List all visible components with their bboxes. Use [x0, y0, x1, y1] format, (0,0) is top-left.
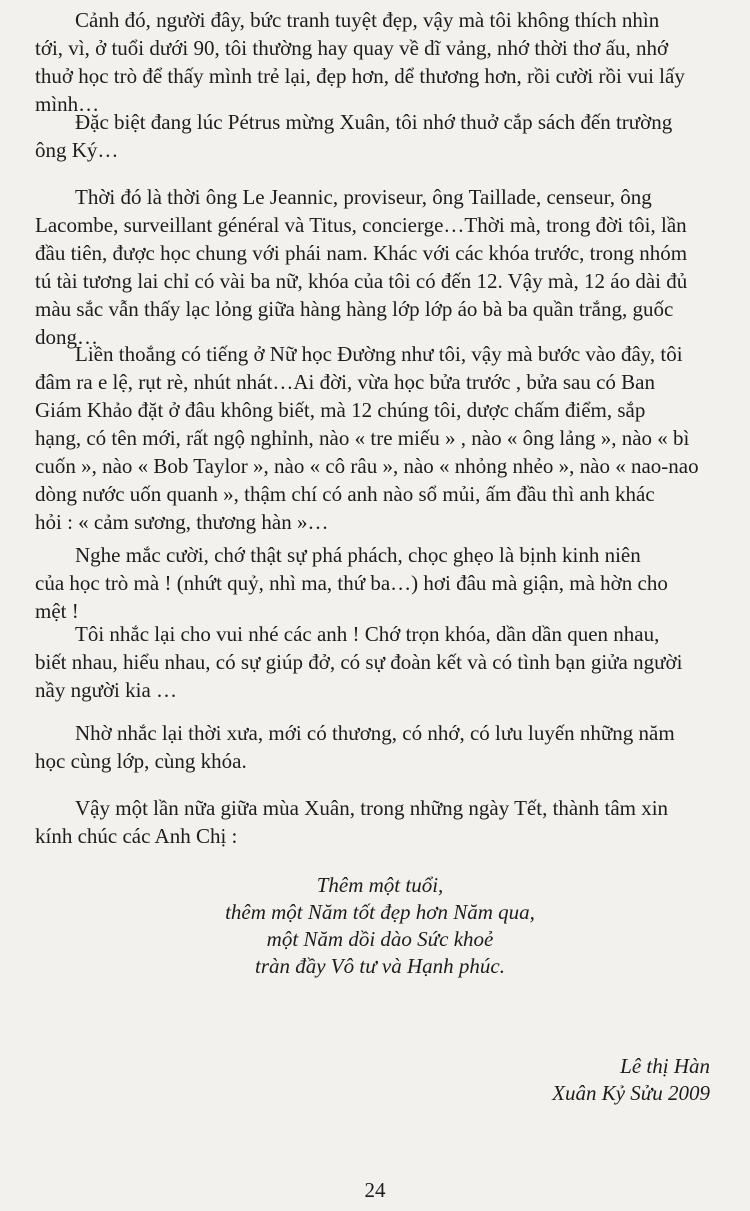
text-line: nầy người kia …	[35, 678, 178, 702]
text-line: thuở học trò để thấy mình trẻ lại, đẹp hơn, dể thương hơn, rồi cười rồi vui lấy	[35, 64, 685, 88]
text-line: mệt !	[35, 599, 79, 623]
paragraph-3	[35, 183, 735, 351]
text-line: Nghe mắc cười, chớ thật sự phá phách, chọc ghẹo là bịnh kinh niên	[75, 543, 641, 567]
text-line: Thời đó là thời ông Le Jeannic, proviseur, ông Taillade, censeur, ông	[75, 185, 652, 209]
text-line: biết nhau, hiểu nhau, có sự giúp đở, có sự đoàn kết và có tình bạn giửa người	[35, 650, 683, 674]
text-line: hạng, có tên mới, rất ngộ nghỉnh, nào « tre miếu » , nào « ông lảng », nào « bì	[35, 426, 690, 450]
paragraph-5	[35, 541, 735, 625]
paragraph-8	[35, 794, 735, 850]
text-line: tới, vì, ở tuổi dưới 90, tôi thường hay quay về dĩ vảng, nhớ thời thơ ấu, nhớ	[35, 36, 669, 60]
text-line: Đặc biệt đang lúc Pétrus mừng Xuân, tôi nhớ thuở cắp sách đến trường	[75, 110, 673, 134]
text-line: Lacombe, surveillant général và Titus, concierge…Thời mà, trong đời tôi, lần	[35, 213, 687, 237]
poem-line: tràn đầy Vô tư và Hạnh phúc.	[254, 954, 505, 978]
text-line: Cảnh đó, người đây, bức tranh tuyệt đẹp, vậy mà tôi không thích nhìn	[75, 8, 660, 32]
text-line: học cùng lớp, cùng khóa.	[35, 749, 247, 773]
signature-block	[552, 1053, 710, 1107]
text-line: Giám Khảo đặt ở đâu không biết, mà 12 chúng tôi, dược chấm điểm, sắp	[35, 398, 646, 422]
paragraph-7	[35, 719, 735, 775]
text-line: đâm ra e lệ, rụt rè, nhút nhát…Ai đời, vừa học bửa trước , bửa sau có Ban	[35, 370, 655, 394]
text-line: Vậy một lần nữa giữa mùa Xuân, trong những ngày Tết, thành tâm xin	[75, 796, 669, 820]
paragraph-4	[35, 340, 735, 536]
text-line: dòng nước uốn quanh », thậm chí có anh nào sổ mủi, ấm đầu thì anh khác	[35, 482, 655, 506]
text-line: dong…	[35, 325, 98, 349]
text-line: ông Ký…	[35, 138, 119, 162]
paragraph-2	[35, 108, 735, 164]
poem-line: một Năm dồi dào Sức khoẻ	[266, 927, 494, 951]
text-line: Liền thoắng có tiếng ở Nữ học Đường như tôi, vậy mà bước vào đây, tôi	[75, 342, 683, 366]
text-line: của học trò mà ! (nhứt quỷ, nhì ma, thứ ba…) hơi đâu mà giận, mà hờn cho	[35, 571, 668, 595]
text-line: tú tài tương lai chỉ có vài ba nữ, khóa của tôi có đến 12. Vậy mà, 12 áo dài đủ	[35, 269, 688, 293]
text-line: đầu tiên, được học chung với phái nam. Khác với các khóa trước, trong nhóm	[35, 241, 688, 265]
text-line: Nhờ nhắc lại thời xưa, mới có thương, có nhớ, có lưu luyến những năm	[75, 721, 675, 745]
text-line: màu sắc vẫn thấy lạc lỏng giữa hàng hàng lớp lớp áo bà ba quần trắng, guốc	[35, 297, 674, 321]
poem-verse	[210, 872, 550, 980]
paragraph-1	[35, 6, 735, 118]
poem-line: Thêm một tuổi,	[316, 873, 444, 897]
page-number: 24	[364, 1178, 386, 1202]
signature-date: Xuân Kỷ Sửu 2009	[552, 1081, 710, 1105]
poem-line: thêm một Năm tốt đẹp hơn Năm qua,	[225, 900, 535, 924]
text-line: cuốn », nào « Bob Taylor », nào « cô râu », nào « nhỏng nhẻo », nào « nao-nao	[35, 454, 699, 478]
text-line: Tôi nhắc lại cho vui nhé các anh ! Chớ trọn khóa, dần dần quen nhau,	[75, 622, 660, 646]
author-name: Lê thị Hàn	[620, 1054, 710, 1078]
text-line: kính chúc các Anh Chị :	[35, 824, 238, 848]
paragraph-6	[35, 620, 735, 704]
text-line: mình…	[35, 92, 100, 116]
text-line: hỏi : « cảm sương, thương hàn »…	[35, 510, 329, 534]
